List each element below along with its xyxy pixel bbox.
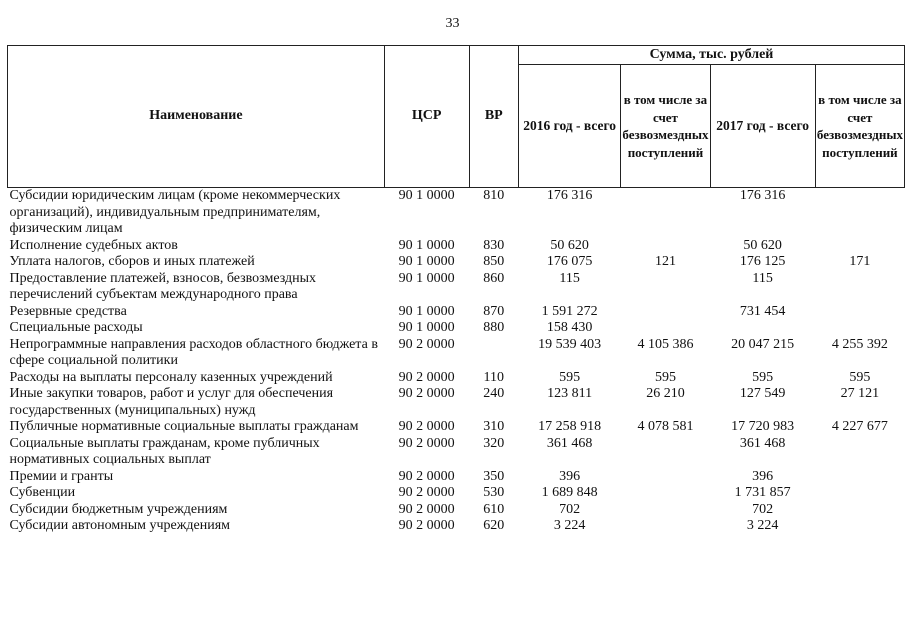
cell-2016-total: 17 258 918: [538, 419, 602, 434]
cell-2016-free: 121: [654, 254, 676, 269]
cell-2016-free: 4 078 581: [637, 419, 694, 434]
cell-vr: 870: [483, 303, 505, 319]
cell-vr: 830: [483, 237, 505, 253]
table-header: [8, 46, 905, 188]
cell-csr: 90 1 0000: [398, 270, 455, 286]
cell-vr: 310: [483, 419, 505, 434]
table-row: [8, 485, 905, 502]
cell-csr: 90 2 0000: [398, 435, 455, 451]
cell-vr: 240: [483, 386, 505, 401]
cell-2016-total: 1 591 272: [541, 303, 598, 319]
cell-csr: 90 2 0000: [398, 468, 455, 484]
cell-2017-total: 3 224: [746, 518, 779, 533]
table-row: [8, 469, 905, 486]
cell-name: Исполнение судебных актов: [9, 237, 178, 253]
cell-csr: 90 2 0000: [398, 336, 455, 352]
cell-2017-total: 1 731 857: [734, 485, 791, 500]
table-row: [8, 238, 905, 255]
cell-csr: 90 2 0000: [398, 419, 455, 434]
table-row: [8, 320, 905, 337]
cell-2017-total: 176 316: [739, 188, 786, 203]
cell-name: Иные закупки товаров, работ и услуг для обеспечения государственных (муниципальных) нужд: [9, 386, 334, 418]
cell-2017-free: 27 121: [840, 386, 880, 401]
cell-vr: 850: [483, 254, 505, 269]
cell-2017-free: [815, 271, 904, 304]
cell-csr: 90 1 0000: [398, 188, 455, 203]
cell-2017-total: 396: [752, 468, 774, 484]
table-row: [8, 419, 905, 436]
cell-vr: 320: [483, 435, 505, 451]
cell-2017-total: 20 047 215: [731, 336, 795, 352]
cell-2016-free: [621, 304, 710, 321]
cell-2016-free: 595: [654, 369, 676, 385]
cell-2017-total: 127 549: [739, 386, 786, 401]
cell-csr: 90 2 0000: [398, 485, 455, 500]
table-body: [8, 188, 905, 535]
cell-csr: 90 2 0000: [398, 386, 455, 401]
cell-vr: 350: [483, 468, 505, 484]
cell-vr: 810: [483, 188, 505, 203]
table-row: [8, 271, 905, 304]
cell-csr: 90 1 0000: [398, 303, 455, 319]
table-row: [8, 518, 905, 535]
cell-2017-total: [710, 320, 815, 337]
cell-2016-total: 396: [559, 468, 581, 484]
cell-csr: 90 1 0000: [398, 237, 455, 253]
table-row: [8, 436, 905, 469]
cell-csr: 90 1 0000: [398, 320, 455, 335]
cell-name: Социальные выплаты гражданам, кроме публичных нормативных социальных выплат: [9, 435, 320, 467]
cell-2016-free: [621, 238, 710, 255]
cell-2017-free: [815, 469, 904, 486]
table-row: [8, 304, 905, 321]
table-row: [8, 254, 905, 271]
header-sum-group: Сумма, тыс. рублей: [518, 46, 904, 65]
cell-name: Субвенции: [9, 485, 76, 500]
cell-name: Резервные средства: [9, 303, 127, 319]
header-name: Наименование: [8, 46, 385, 188]
cell-2017-free: [815, 188, 904, 238]
header-vr: ВР: [469, 46, 518, 188]
cell-2016-total: 50 620: [550, 237, 589, 253]
cell-2016-total: 158 430: [546, 320, 593, 335]
cell-2016-free: [621, 320, 710, 337]
cell-2017-free: 4 255 392: [831, 336, 888, 352]
cell-name: Премии и гранты: [9, 468, 114, 484]
cell-name: Субсидии юридическим лицам (кроме некоммерческих организаций), индивидуальным предпринимателям, физическим лицам: [9, 188, 341, 236]
cell-2017-free: [815, 304, 904, 321]
cell-2016-total: 3 224: [553, 518, 586, 533]
cell-2016-total: 361 468: [546, 435, 593, 451]
cell-vr: 610: [483, 501, 505, 517]
cell-2017-free: 595: [849, 369, 871, 385]
cell-2017-total: 702: [752, 501, 774, 517]
header-2017-free: в том числе за счет безвозмездных поступлений: [815, 65, 904, 188]
table-row: [8, 386, 905, 419]
cell-2016-free: 26 210: [646, 386, 685, 401]
cell-2016-free: [621, 436, 710, 469]
cell-name: Предоставление платежей, взносов, безвозмездных перечислений субъектам международного права: [9, 270, 317, 302]
cell-name: Уплата налогов, сборов и иных платежей: [9, 254, 255, 269]
cell-2017-free: 4 227 677: [831, 419, 888, 434]
cell-name: Расходы на выплаты персоналу казенных учреждений: [9, 369, 333, 385]
cell-2016-total: 115: [559, 270, 580, 286]
cell-vr: 110: [483, 369, 504, 385]
cell-2017-free: 171: [849, 254, 871, 269]
cell-2016-free: 4 105 386: [637, 336, 694, 352]
table-row: [8, 188, 905, 238]
cell-name: Специальные расходы: [9, 320, 143, 335]
cell-2017-free: [815, 436, 904, 469]
cell-2017-total: 595: [752, 369, 774, 385]
cell-2017-free: [815, 502, 904, 519]
cell-csr: 90 2 0000: [398, 369, 455, 385]
cell-2016-total: 19 539 403: [538, 336, 602, 352]
cell-2017-total: 50 620: [743, 237, 782, 253]
table-row: [8, 502, 905, 519]
table-row: [8, 337, 905, 370]
page-number: 33: [445, 16, 460, 31]
header-2016-total: 2016 год - всего: [518, 65, 620, 188]
cell-2016-free: [621, 188, 710, 238]
cell-2017-total: 17 720 983: [731, 419, 795, 434]
cell-2016-free: [621, 502, 710, 519]
cell-2016-total: 595: [559, 369, 581, 385]
cell-2016-free: [621, 271, 710, 304]
cell-vr: 880: [483, 320, 505, 335]
cell-name: Субсидии автономным учреждениям: [9, 518, 231, 533]
cell-name: Непрограммные направления расходов областного бюджета в сфере социальной политики: [9, 336, 378, 368]
cell-2016-total: 176 316: [546, 188, 593, 203]
cell-2017-free: [815, 518, 904, 535]
header-2017-total: 2017 год - всего: [710, 65, 815, 188]
cell-2017-free: [815, 238, 904, 255]
cell-2017-free: [815, 485, 904, 502]
cell-2017-free: [815, 320, 904, 337]
budget-table: [7, 45, 905, 535]
cell-vr: 620: [483, 518, 505, 533]
cell-2017-total: 361 468: [739, 435, 786, 451]
header-2016-free: в том числе за счет безвозмездных поступлений: [621, 65, 710, 188]
cell-csr: 90 2 0000: [398, 518, 455, 533]
cell-2016-total: 702: [559, 501, 581, 517]
cell-vr: 530: [483, 485, 505, 500]
cell-2017-total: 176 125: [739, 254, 786, 269]
cell-name: Публичные нормативные социальные выплаты гражданам: [9, 419, 359, 434]
cell-csr: 90 2 0000: [398, 501, 455, 517]
cell-2016-total: 1 689 848: [541, 485, 598, 500]
cell-name: Субсидии бюджетным учреждениям: [9, 501, 228, 517]
cell-2016-free: [621, 485, 710, 502]
cell-2016-total: 176 075: [546, 254, 593, 269]
cell-csr: 90 1 0000: [398, 254, 455, 269]
cell-vr: 860: [483, 270, 505, 286]
cell-2017-total: 115: [752, 270, 773, 286]
header-csr: ЦСР: [384, 46, 469, 188]
table-row: [8, 370, 905, 387]
cell-2016-free: [621, 469, 710, 486]
cell-2016-total: 123 811: [547, 386, 593, 401]
cell-vr: [469, 337, 518, 370]
cell-2016-free: [621, 518, 710, 535]
cell-2017-total: 731 454: [739, 303, 786, 319]
